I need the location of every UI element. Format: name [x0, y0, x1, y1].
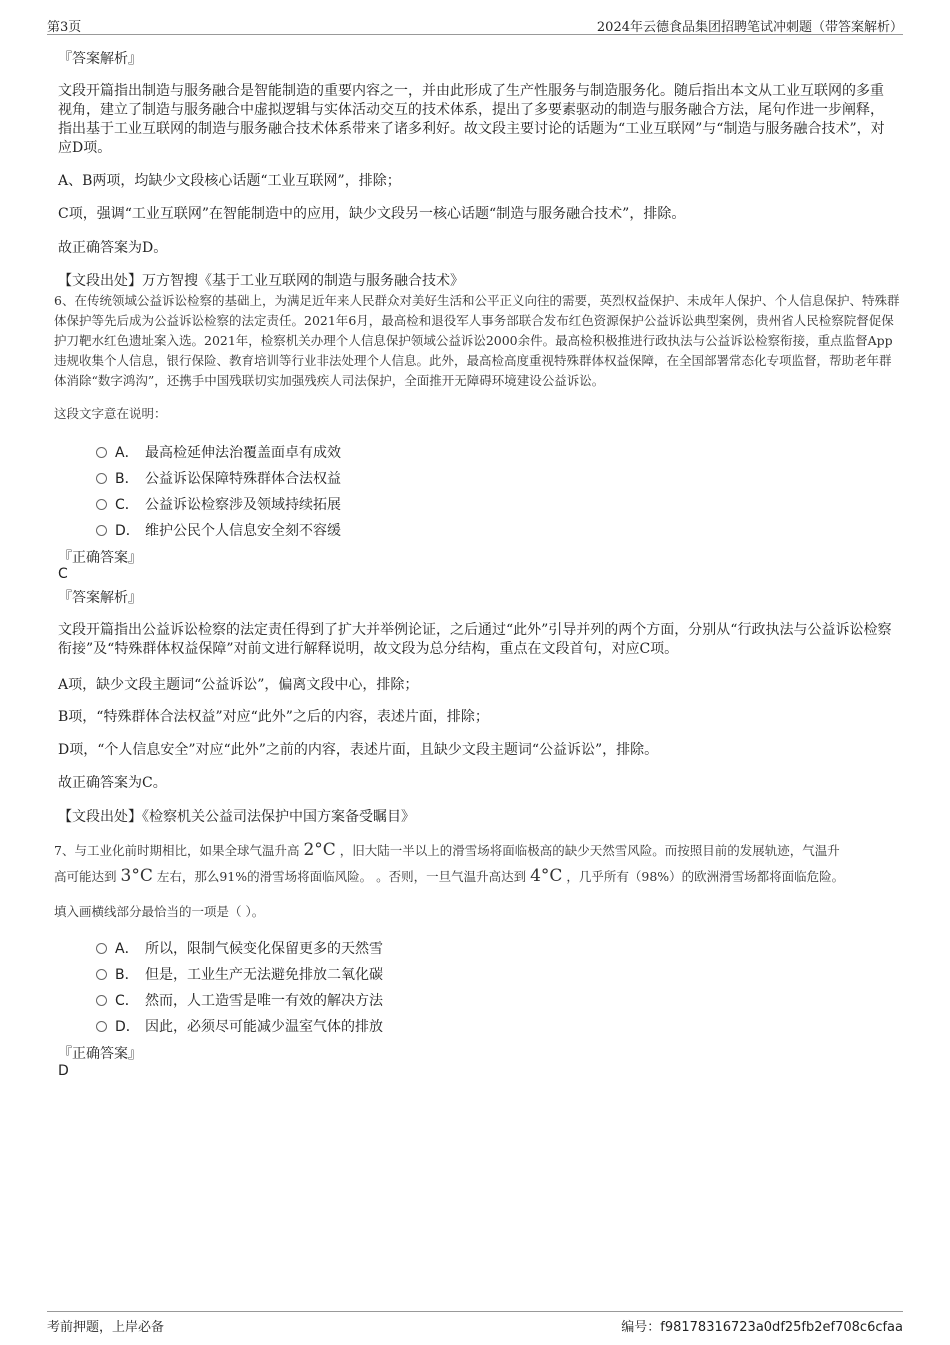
radio-icon[interactable] — [96, 499, 107, 510]
radio-icon[interactable] — [96, 943, 107, 954]
q6-option-c[interactable]: C． 公益诉讼检察涉及领域持续拓展 — [96, 494, 341, 514]
q7-stem-line2: 高可能达到 3°C 左右，那么91%的滑雪场将面临风险。 。否则，一旦气温升高达到 4°C ，几乎所有（98%）的欧洲滑雪场都将面临危险。 — [54, 866, 845, 886]
q6-line-d: D项，“个人信息安全”对应“此外”之前的内容，表述片面，且缺少文段主题词“公益诉讼”，排除。 — [58, 742, 659, 758]
q6-source: 【文段出处】《检察机关公益司法保护中国方案备受瞩目》 — [58, 809, 415, 825]
q7-option-c[interactable]: C． 然而，人工造雪是唯一有效的解决方法 — [96, 990, 383, 1010]
radio-icon[interactable] — [96, 995, 107, 1006]
q6-line-a: A项，缺少文段主题词“公益诉讼”，偏离文段中心，排除； — [58, 677, 419, 693]
q6-analysis-label: 『答案解析』 — [58, 590, 142, 606]
q7-temp-3: 4°C — [530, 866, 563, 886]
q7-stem-line1: 7、与工业化前时期相比，如果全球气温升高 2°C ，旧大陆一半以上的滑雪场将面临极高的缺少天然雪风险。而按照目前的发展轨迹，气温升 — [54, 840, 840, 860]
page-number: 第3页 — [47, 20, 82, 35]
document-id: 编号：f98178316723a0df25fb2ef708c6cfaa — [621, 1320, 903, 1335]
q6-option-a[interactable]: A． 最高检延伸法治覆盖面卓有成效 — [96, 442, 341, 462]
q6-stem: 6、在传统领域公益诉讼检察的基础上，为满足近年来人民群众对美好生活和公平正义向往的需要，英烈权益保护、未成年人保护、个人信息保护、特殊群体保护等先后成为公益诉讼检察的法定责任。2021年6月，最高检和退役军人事务部联合发布红色资源保护公益诉讼典型案例，贵州省人民检察院督促保护刀靶水红色遗址案入选。2021年，检察机关办理个人信息保护领域公益诉讼2000余件。最高检积极推进行政执法与公益诉讼检察衔接，重点监督App违规收集个人信息，银行保险、教育培训等行业非法处理个人信息。此外，最高检高度重视特殊群体权益保障，在全国部署常态化专项监督，帮助老年群体消除“数字鸿沟”，还携手中国残联切实加强残疾人司法保护，全面推开无障碍环境建设公益诉讼。 — [54, 293, 900, 388]
q7-prompt: 填入画横线部分最恰当的一项是（ ）。 — [54, 904, 265, 919]
q6-line-b: B项，“特殊群体合法权益”对应“此外”之后的内容，表述片面，排除； — [58, 709, 489, 725]
radio-icon[interactable] — [96, 447, 107, 458]
q7-option-b[interactable]: B． 但是，工业生产无法避免排放二氧化碳 — [96, 964, 383, 984]
q7-temp-1: 2°C — [303, 840, 336, 860]
q6-prompt: 这段文字意在说明： — [54, 406, 167, 421]
footer-slogan: 考前押题，上岸必备 — [47, 1320, 165, 1335]
radio-icon[interactable] — [96, 525, 107, 536]
q7-option-d[interactable]: D． 因此，必须尽可能减少温室气体的排放 — [96, 1016, 383, 1036]
q6-option-b[interactable]: B． 公益诉讼保障特殊群体合法权益 — [96, 468, 341, 488]
q6-analysis: 文段开篇指出公益诉讼检察的法定责任得到了扩大并举例论证，之后通过“此外”引导并列的两个方面，分别从“行政执法与公益诉讼检察衔接”及“特殊群体权益保障”对前文进行解释说明，故文段为总分结构，重点在文段首句，对应C项。 — [58, 622, 892, 657]
q5-analysis-label: 『答案解析』 — [58, 51, 142, 67]
q5-analysis: 文段开篇指出制造与服务融合是智能制造的重要内容之一，并由此形成了生产性服务与制造服务化。随后指出本文从工业互联网的多重视角，建立了制造与服务融合中虚拟逻辑与实体活动交互的技术体系，提出了多要素驱动的制造与服务融合方法，尾句作进一步阐释，指出基于工业互联网的制造与服务融合技术体系带来了诸多利好。故文段主要讨论的话题为“工业互联网”与“制造与服务融合技术”，对应D项。 — [58, 83, 885, 156]
q7-answer: D — [58, 1063, 69, 1079]
radio-icon[interactable] — [96, 1021, 107, 1032]
q7-option-a[interactable]: A． 所以，限制气候变化保留更多的天然雪 — [96, 938, 383, 958]
q5-line-c: C项，强调“工业互联网”在智能制造中的应用，缺少文段另一核心话题“制造与服务融合技术”，排除。 — [58, 206, 686, 222]
q5-conclusion: 故正确答案为D。 — [58, 240, 168, 256]
page-footer — [47, 1311, 903, 1336]
q7-answer-label: 『正确答案』 — [58, 1046, 142, 1062]
q6-answer: C — [58, 566, 68, 582]
radio-icon[interactable] — [96, 473, 107, 484]
page-header — [47, 14, 903, 35]
q7-temp-2: 3°C — [120, 866, 153, 886]
document-title: 2024年云德食品集团招聘笔试冲刺题（带答案解析） — [596, 20, 903, 35]
q5-line-ab: A、B两项，均缺少文段核心话题“工业互联网”，排除； — [58, 173, 401, 189]
q6-answer-label: 『正确答案』 — [58, 550, 142, 566]
radio-icon[interactable] — [96, 969, 107, 980]
q6-conclusion: 故正确答案为C。 — [58, 775, 167, 791]
q5-source: 【文段出处】万方智搜《基于工业互联网的制造与服务融合技术》 — [58, 273, 464, 289]
q6-option-d[interactable]: D． 维护公民个人信息安全刻不容缓 — [96, 520, 341, 540]
